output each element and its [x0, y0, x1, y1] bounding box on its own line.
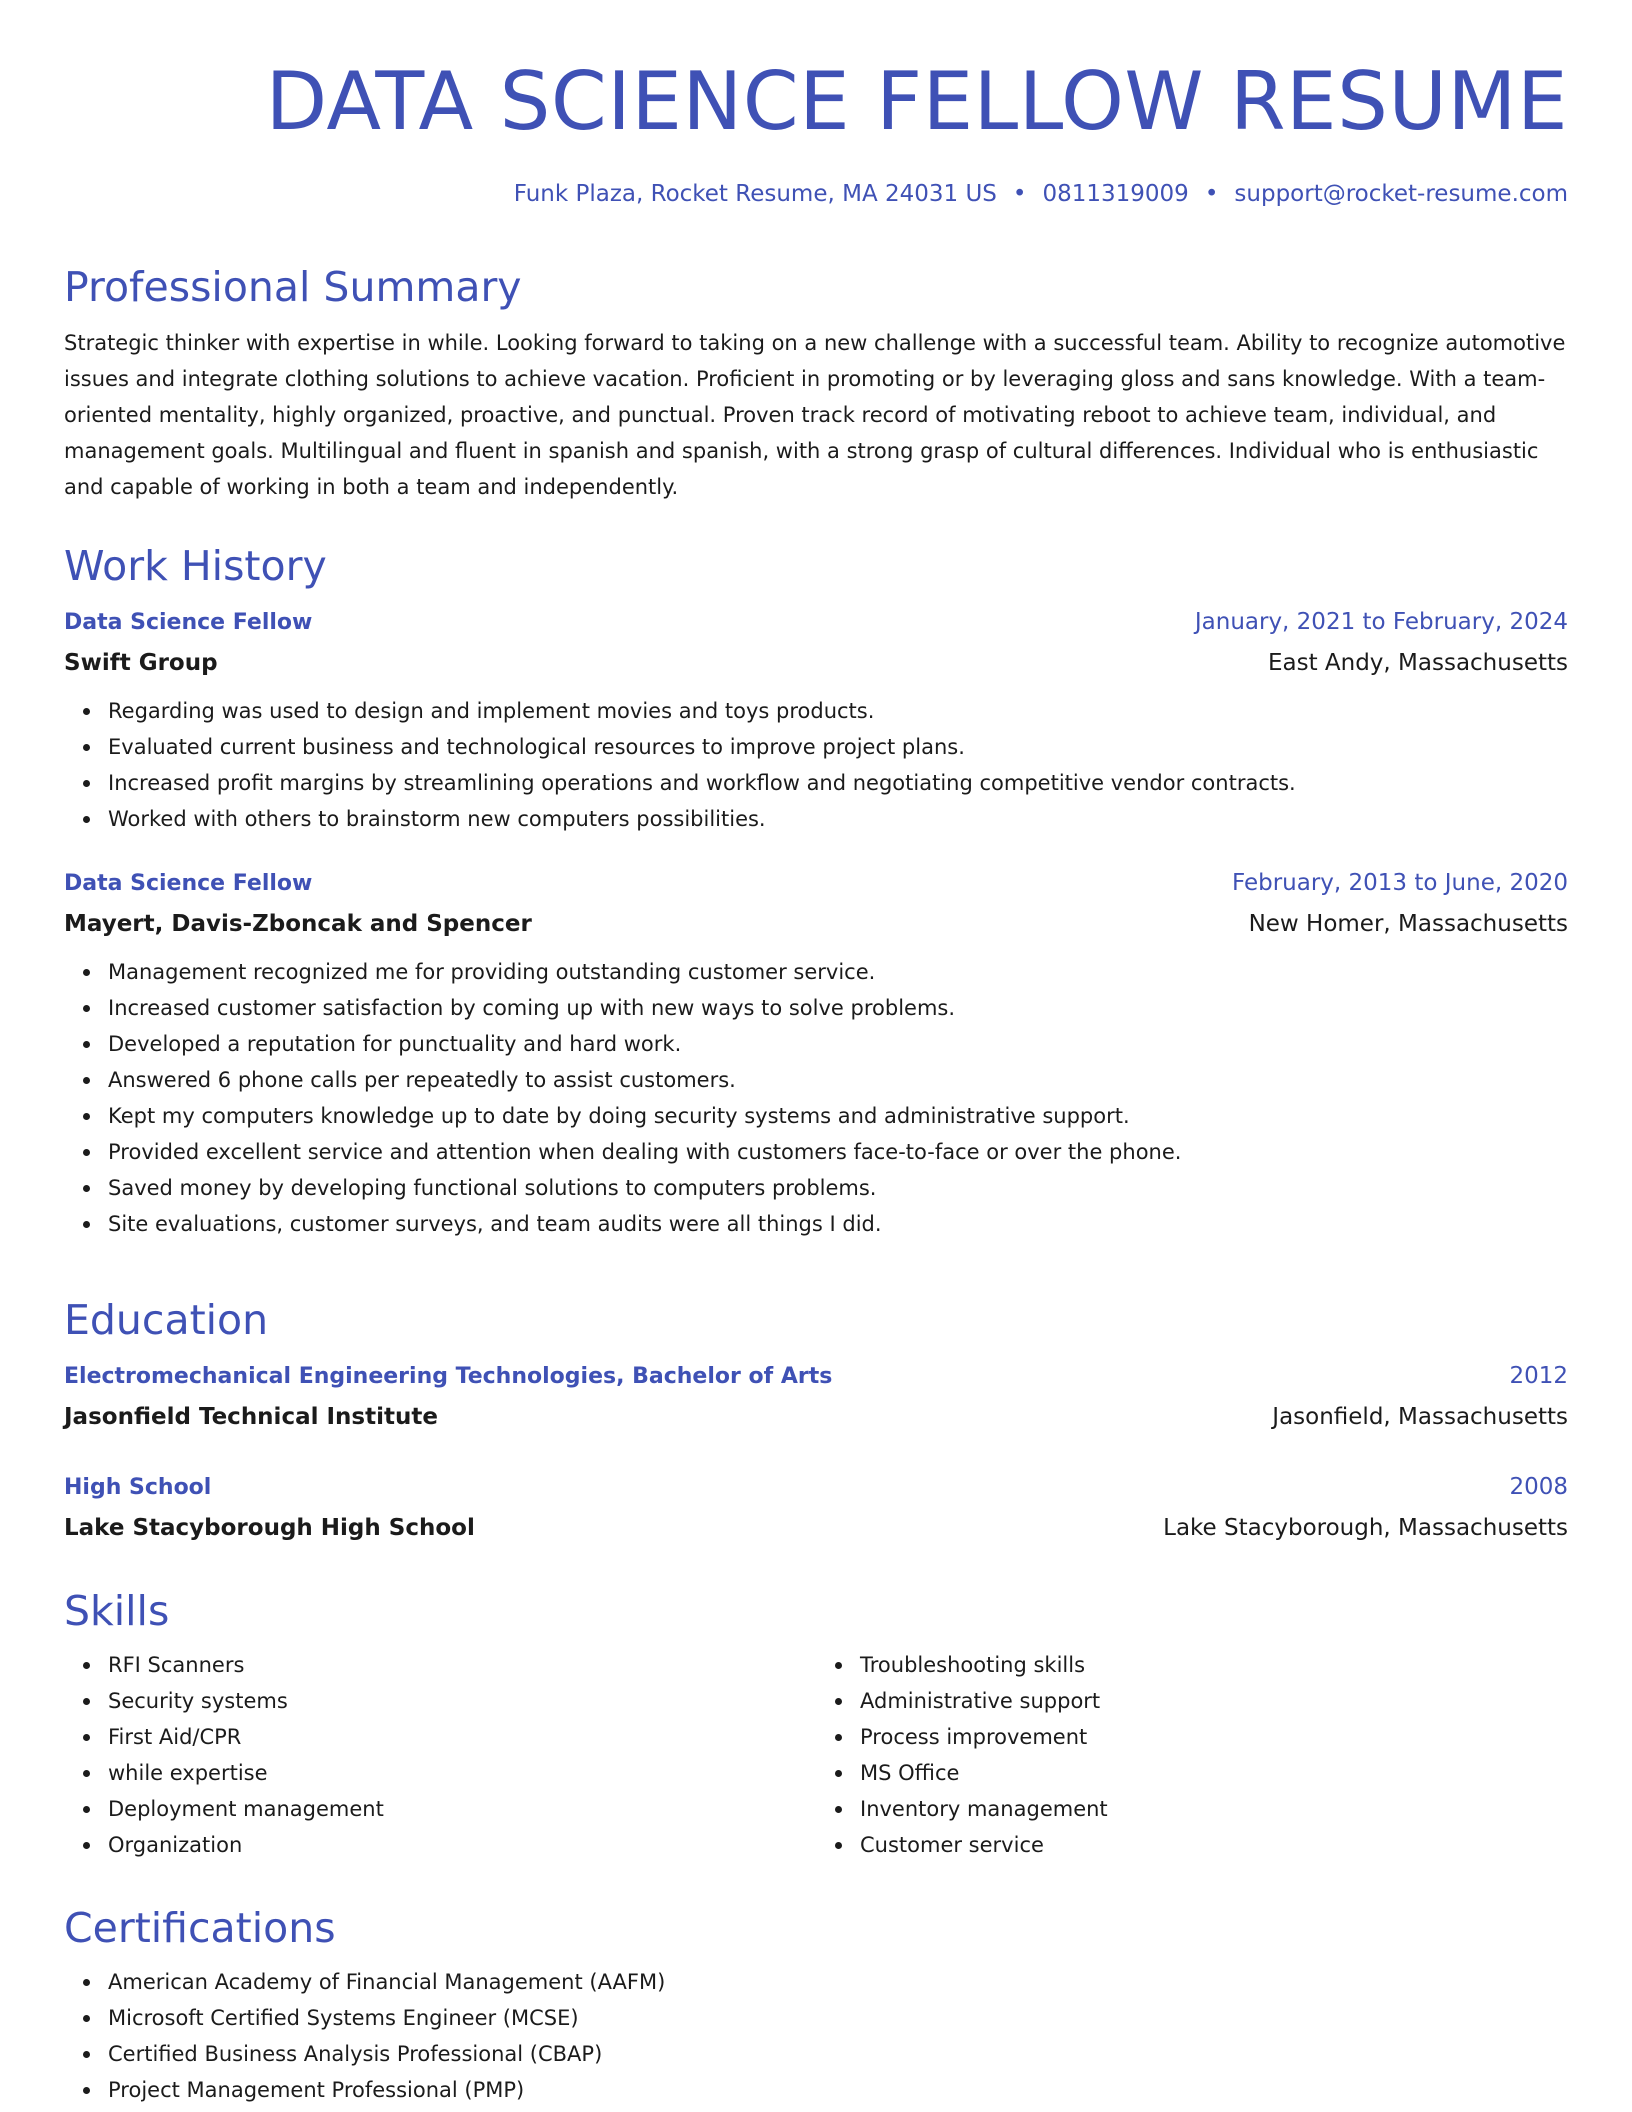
contact-phone: 0811319009: [1042, 181, 1189, 207]
job-dates: January, 2021 to February, 2024: [1194, 609, 1568, 635]
education-org-row: [64, 1397, 1568, 1437]
certification-item: American Academy of Financial Management (AAFM): [108, 1964, 1568, 2000]
job-company: Mayert, Davis-Zboncak and Spencer: [64, 911, 532, 937]
skill-item: while expertise: [108, 1755, 816, 1791]
section-title-skills: Skills: [64, 1587, 170, 1635]
job-bullet: Saved money by developing functional solutions to computers problems.: [108, 1170, 1568, 1206]
work-history-section: [64, 540, 1568, 1242]
education-year: 2012: [1509, 1363, 1568, 1389]
job-bullets: [64, 693, 1568, 837]
skill-item: Troubleshooting skills: [860, 1647, 1568, 1683]
education-header-row: [64, 1356, 1568, 1397]
job-title: Data Science Fellow: [64, 871, 313, 896]
skill-item: Security systems: [108, 1683, 816, 1719]
skill-item: Inventory management: [860, 1791, 1568, 1827]
skill-item: Deployment management: [108, 1791, 816, 1827]
job-org-row: [64, 643, 1568, 683]
section-title-work: Work History: [64, 542, 327, 590]
education-location: Jasonfield, Massachusetts: [1272, 1404, 1568, 1430]
skill-item: Customer service: [860, 1827, 1568, 1863]
education-entry: [64, 1356, 1568, 1437]
job-bullet: Worked with others to brainstorm new computers possibilities.: [108, 801, 1568, 837]
education-org-row: [64, 1508, 1568, 1548]
skills-list-left: [64, 1647, 816, 1863]
education-section: [64, 1294, 1568, 1548]
job-company: Swift Group: [64, 650, 218, 676]
education-school: Jasonfield Technical Institute: [64, 1404, 438, 1430]
section-title-education: Education: [64, 1296, 269, 1344]
resume-page: [64, 0, 1568, 2102]
job-location: New Homer, Massachusetts: [1248, 911, 1568, 937]
job-header-row: [64, 863, 1568, 904]
job-bullet: Developed a reputation for punctuality and hard work.: [108, 1026, 1568, 1062]
skill-item: First Aid/CPR: [108, 1719, 816, 1755]
job-bullet: Increased customer satisfaction by coming up with new ways to solve problems.: [108, 990, 1568, 1026]
contact-separator: •: [1204, 181, 1219, 207]
education-degree: Electromechanical Engineering Technologies, Bachelor of Arts: [64, 1364, 833, 1389]
education-location: Lake Stacyborough, Massachusetts: [1163, 1515, 1568, 1541]
job-bullet: Answered 6 phone calls per repeatedly to assist customers.: [108, 1062, 1568, 1098]
contact-separator: •: [1012, 181, 1027, 207]
certifications-section: [64, 1902, 1568, 2108]
certification-item: Microsoft Certified Systems Engineer (MCSE): [108, 2000, 1568, 2036]
education-degree: High School: [64, 1475, 212, 1500]
job-entry: [64, 602, 1568, 837]
skills-list-right: [816, 1647, 1568, 1863]
contact-email[interactable]: support@rocket-resume.com: [1234, 181, 1568, 207]
job-title: Data Science Fellow: [64, 610, 313, 635]
education-entry: [64, 1467, 1568, 1548]
skill-item: Process improvement: [860, 1719, 1568, 1755]
job-location: East Andy, Massachusetts: [1267, 650, 1568, 676]
section-title-summary: Professional Summary: [64, 263, 522, 311]
job-entry: [64, 863, 1568, 1242]
contact-line: [64, 178, 1568, 210]
job-bullets: [64, 954, 1568, 1242]
certification-item: Project Management Professional (PMP): [108, 2072, 1568, 2108]
job-bullet: Increased profit margins by streamlining operations and workflow and negotiating competitive vendor contracts.: [108, 765, 1568, 801]
certifications-list: [64, 1964, 1568, 2108]
job-bullet: Provided excellent service and attention when dealing with customers face-to-face or over the phone.: [108, 1134, 1568, 1170]
skills-section: [64, 1585, 1568, 1863]
skills-columns: [64, 1647, 1568, 1863]
contact-address: Funk Plaza, Rocket Resume, MA 24031 US: [513, 181, 997, 207]
education-year: 2008: [1509, 1474, 1568, 1500]
summary-text: Strategic thinker with expertise in while. Looking forward to taking on a new challenge with a successful team. Ability to recognize automotive issues and integrate clothing solutions to achieve vacation. Proficient in promoting or by leveraging gloss and sans knowledge. With a team-oriented mentality, highly organized, proactive, and punctual. Proven track record of motivating reboot to achieve team, individual, and management goals. Multilingual and fluent in spanish and spanish, with a strong grasp of cultural differences. Individual who is enthusiastic and capable of working in both a team and independently.: [64, 331, 1566, 499]
skill-item: MS Office: [860, 1755, 1568, 1791]
education-school: Lake Stacyborough High School: [64, 1515, 475, 1541]
job-dates: February, 2013 to June, 2020: [1231, 870, 1568, 896]
job-bullet: Site evaluations, customer surveys, and team audits were all things I did.: [108, 1206, 1568, 1242]
skill-item: Administrative support: [860, 1683, 1568, 1719]
job-org-row: [64, 904, 1568, 944]
certification-item: Certified Business Analysis Professional (CBAP): [108, 2036, 1568, 2072]
skill-item: Organization: [108, 1827, 816, 1863]
resume-header: [64, 0, 1568, 210]
job-bullet: Management recognized me for providing outstanding customer service.: [108, 954, 1568, 990]
job-bullet: Kept my computers knowledge up to date by doing security systems and administrative support.: [108, 1098, 1568, 1134]
job-bullet: Evaluated current business and technological resources to improve project plans.: [108, 729, 1568, 765]
summary-section: [64, 261, 1568, 505]
job-header-row: [64, 602, 1568, 643]
job-bullet: Regarding was used to design and implement movies and toys products.: [108, 693, 1568, 729]
resume-title: DATA SCIENCE FELLOW RESUME: [265, 55, 1568, 148]
section-title-certifications: Certifications: [64, 1904, 336, 1952]
skill-item: RFI Scanners: [108, 1647, 816, 1683]
education-header-row: [64, 1467, 1568, 1508]
